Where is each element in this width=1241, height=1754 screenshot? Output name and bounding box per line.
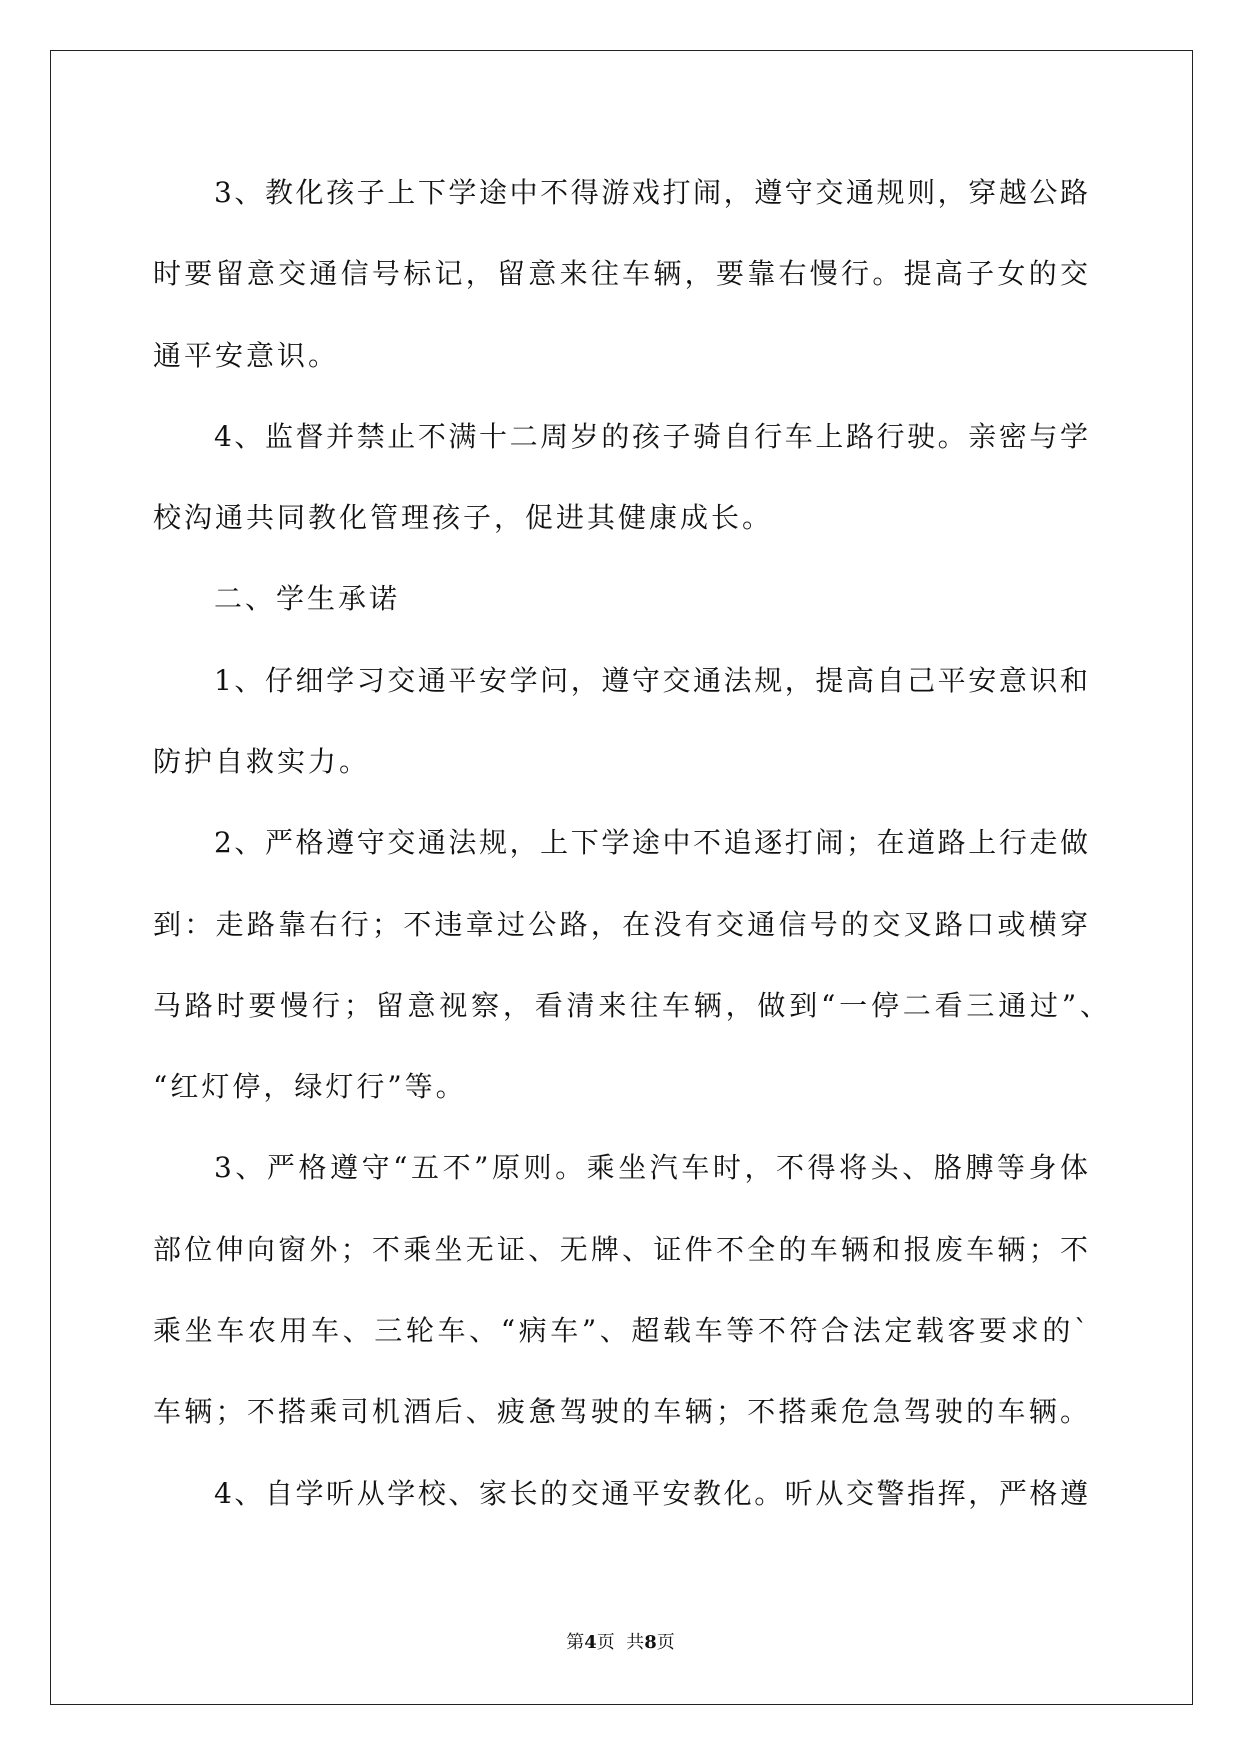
paragraph-line: 3、严格遵守“五不”原则。乘坐汽车时，不得将头、胳膊等身体 bbox=[214, 1151, 1088, 1184]
paragraph-line: 3、教化孩子上下学途中不得游戏打闹，遵守交通规则，穿越公路 bbox=[214, 176, 1088, 209]
paragraph-line: 4、自学听从学校、家长的交通平安教化。听从交警指挥，严格遵 bbox=[214, 1477, 1088, 1510]
paragraph-line: “红灯停，绿灯行”等。 bbox=[153, 1070, 467, 1103]
paragraph-line: 防护自救实力。 bbox=[153, 745, 371, 778]
paragraph-line: 1、仔细学习交通平安学问，遵守交通法规，提高自己平安意识和 bbox=[214, 664, 1088, 697]
total-pages-number: 8 bbox=[644, 1632, 657, 1653]
paragraph-line: 2、严格遵守交通法规，上下学途中不追逐打闹；在道路上行走做 bbox=[214, 826, 1088, 859]
paragraph-line: 到：走路靠右行；不违章过公路，在没有交通信号的交叉路口或横穿 bbox=[153, 908, 1088, 941]
paragraph-line: 4、监督并禁止不满十二周岁的孩子骑自行车上路行驶。亲密与学 bbox=[214, 420, 1088, 453]
page-number-footer bbox=[0, 1628, 1241, 1654]
footer-prefix: 第 bbox=[566, 1632, 585, 1653]
current-page-number: 4 bbox=[584, 1632, 597, 1653]
paragraph-line: 时要留意交通信号标记，留意来往车辆，要靠右慢行。提高子女的交 bbox=[153, 257, 1088, 290]
paragraph-line: 部位伸向窗外；不乘坐无证、无牌、证件不全的车辆和报废车辆；不 bbox=[153, 1233, 1088, 1266]
paragraph-line: 马路时要慢行；留意视察，看清来往车辆，做到“一停二看三通过”、 bbox=[153, 989, 1108, 1022]
footer-mid: 页 共 bbox=[596, 1632, 645, 1653]
page-border bbox=[50, 50, 1193, 1705]
paragraph-line: 通平安意识。 bbox=[153, 339, 340, 372]
paragraph-line: 乘坐车农用车、三轮车、“病车”、超载车等不符合法定载客要求的` bbox=[153, 1314, 1088, 1347]
footer-suffix: 页 bbox=[656, 1632, 675, 1653]
paragraph-line: 车辆；不搭乘司机酒后、疲惫驾驶的车辆；不搭乘危急驾驶的车辆。 bbox=[153, 1395, 1088, 1428]
section-heading: 二、学生承诺 bbox=[214, 582, 401, 615]
paragraph-line: 校沟通共同教化管理孩子，促进其健康成长。 bbox=[153, 501, 774, 534]
